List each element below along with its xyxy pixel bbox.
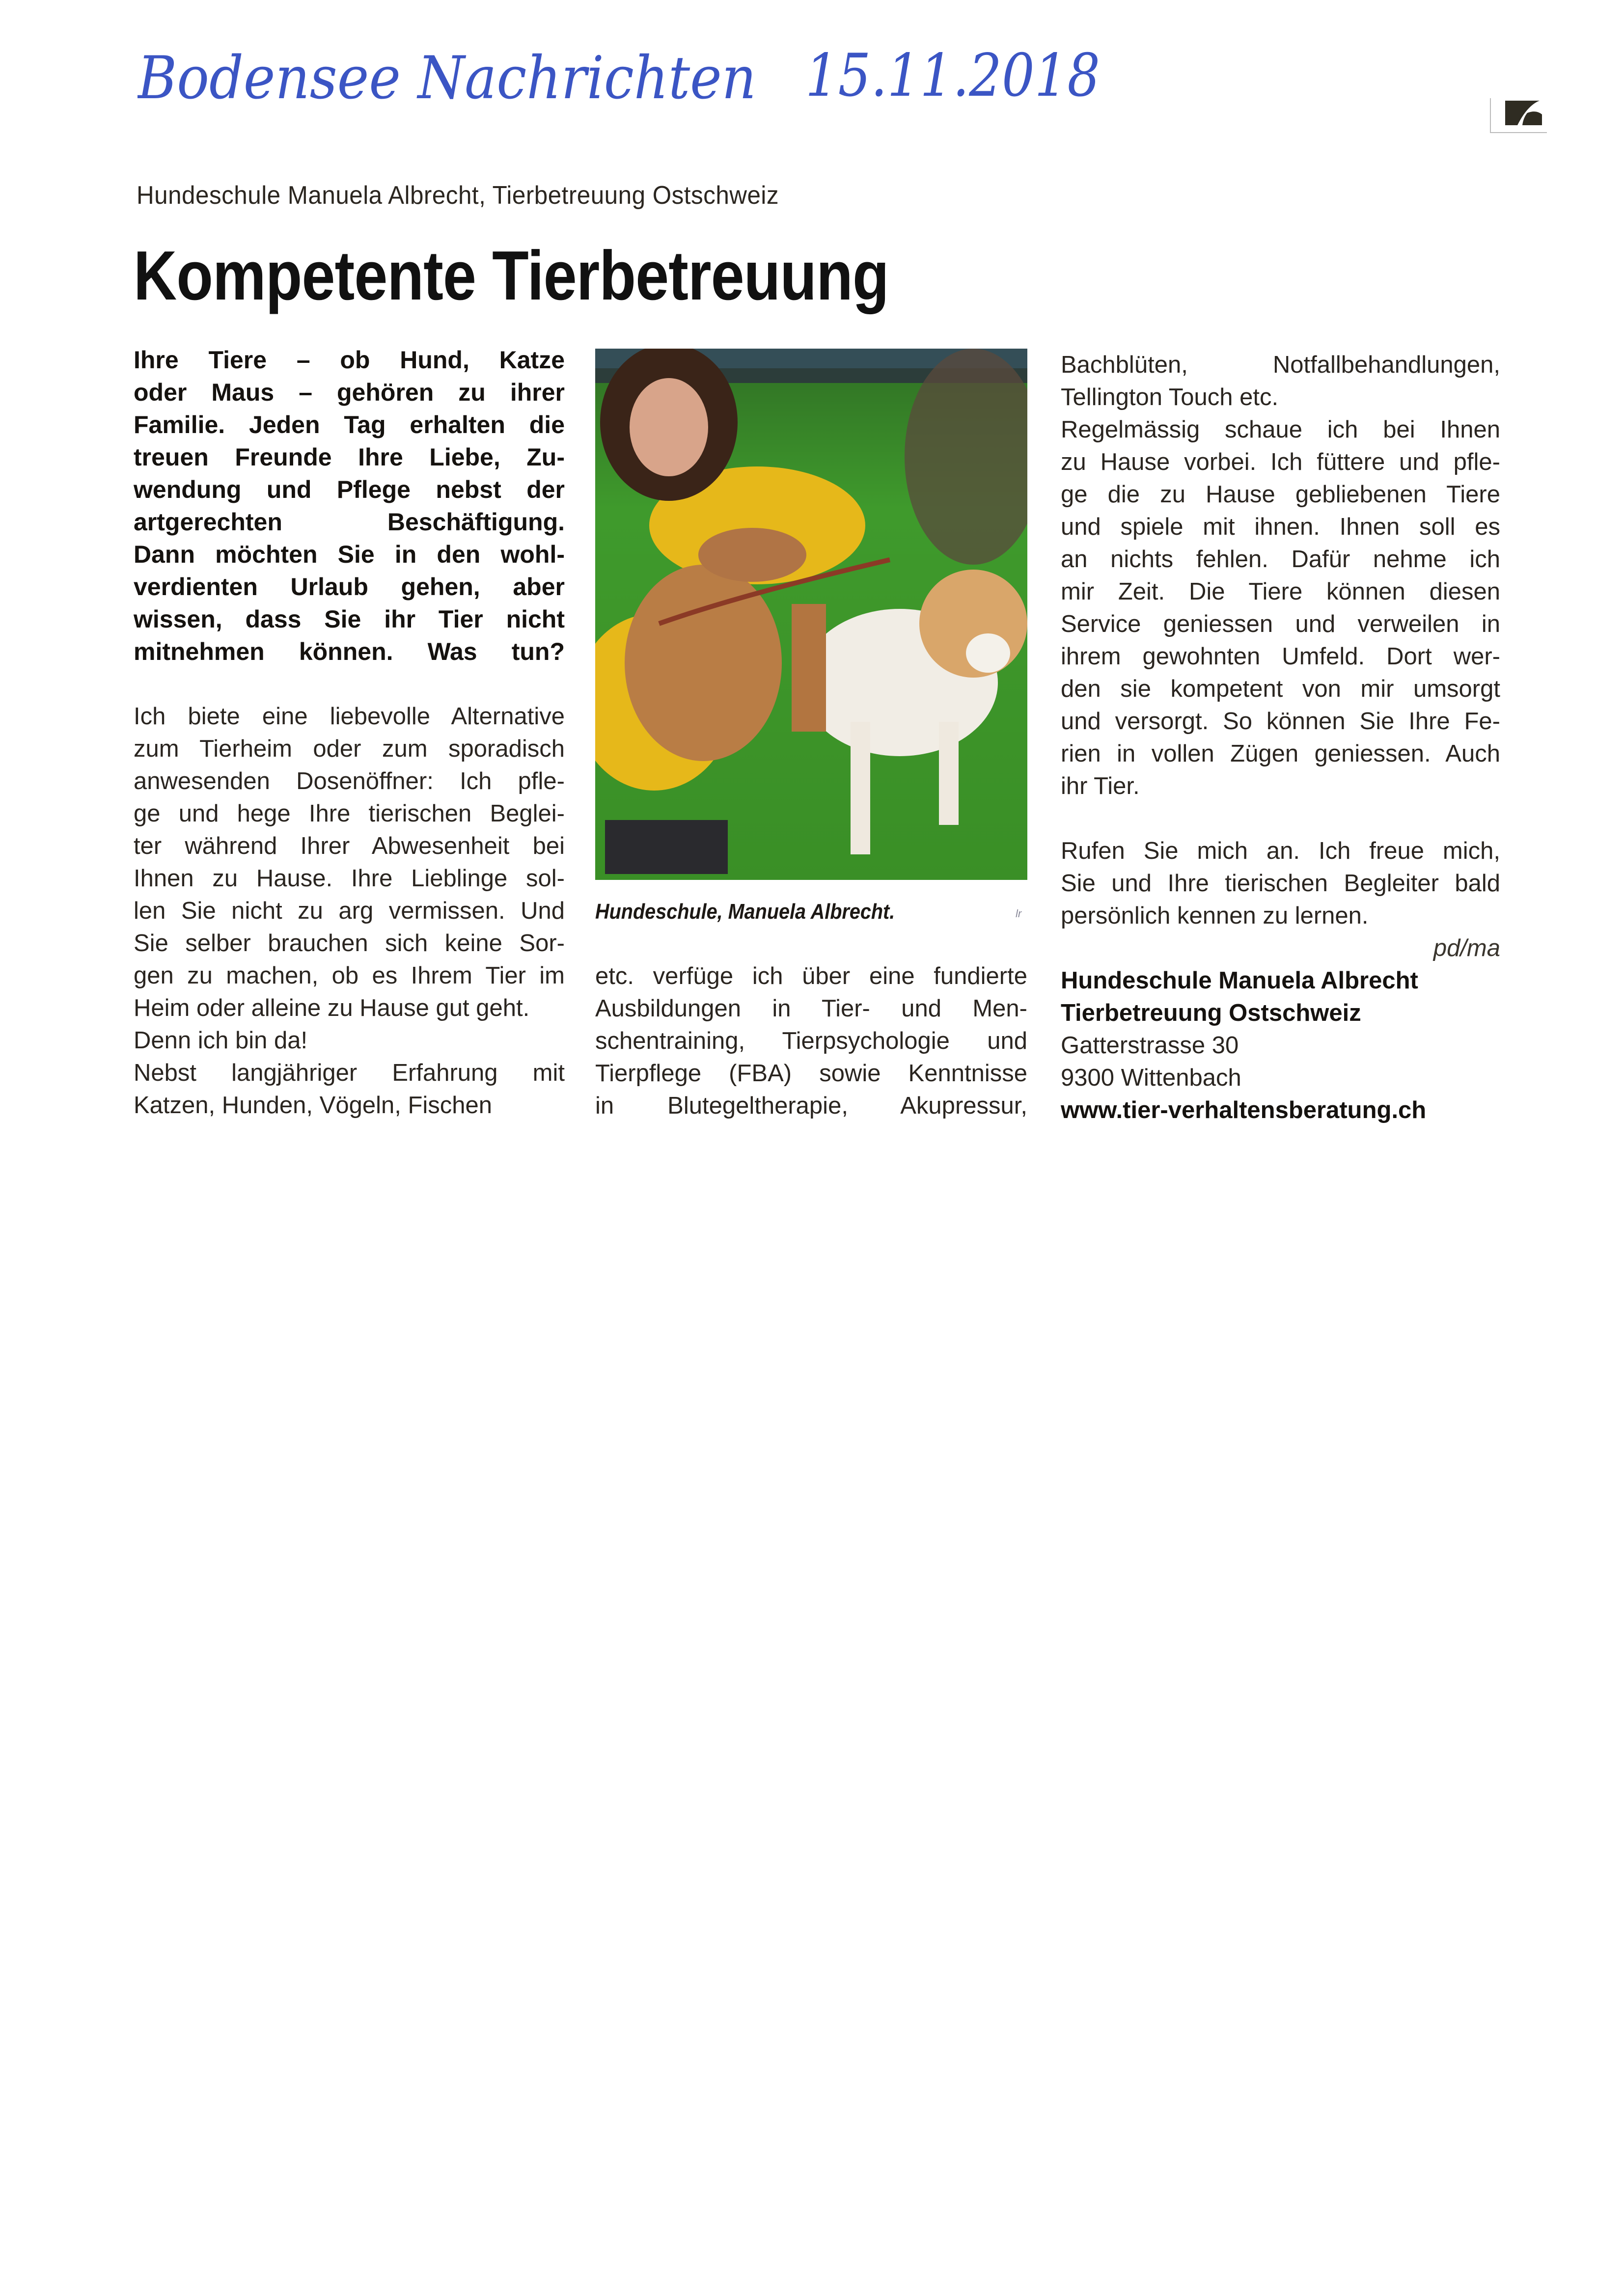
handwritten-source-note <box>138 39 1120 123</box>
text-line: Rufen Sie mich an. Ich freue mich, <box>1061 838 1500 864</box>
article-body-col1 <box>134 700 565 1121</box>
article-kicker: Hundeschule Manuela Albrecht, Tierbetreuung Ostschweiz <box>137 181 779 210</box>
article-photo <box>595 349 1027 880</box>
text-line: Ihre Tiere – ob Hund, Katze <box>134 346 565 374</box>
text-line: den sie kompetent von mir umsorgt <box>1061 676 1500 702</box>
text-line: ge und hege Ihre tierischen Beglei- <box>134 800 565 827</box>
text-line: Denn ich bin da! <box>134 1027 308 1054</box>
text-line: Sie und Ihre tierischen Begleiter bald <box>1061 870 1500 897</box>
photo-woman-with-dogs <box>595 349 1027 880</box>
text-line: Tierpflege (FBA) sowie Kenntnisse <box>595 1060 1027 1087</box>
text-line: ter während Ihrer Abwesenheit bei <box>134 833 565 859</box>
text-line: etc. verfüge ich über eine fundierte <box>595 963 1027 989</box>
text-line: Nebst langjähriger Erfahrung mit <box>134 1060 565 1086</box>
contact-street: Gatterstrasse 30 <box>1061 1032 1239 1059</box>
article-headline: Kompetente Tierbetreuung <box>134 237 889 315</box>
contact-website-link[interactable]: www.tier-verhaltensberatung.ch <box>1061 1097 1427 1123</box>
text-line: Dann möchten Sie in den wohl- <box>134 541 565 568</box>
text-line: oder Maus – gehören zu ihrer <box>134 379 565 406</box>
text-line: ihrem gewohnten Umfeld. Dort wer- <box>1061 643 1500 670</box>
text-line: an nichts fehlen. Dafür nehme ich <box>1061 546 1500 573</box>
text-line: zu Hause vorbei. Ich füttere und pfle- <box>1061 449 1500 475</box>
text-line: gen zu machen, ob es Ihrem Tier im <box>134 962 565 989</box>
handwritten-source: Bodensee Nachrichten <box>138 44 756 112</box>
text-line: Sie selber brauchen sich keine Sor- <box>134 930 565 957</box>
text-line: Regelmässig schaue ich bei Ihnen <box>1061 416 1500 443</box>
article-body-col3 <box>1061 349 1500 802</box>
text-line: wendung und Pflege nebst der <box>134 476 565 503</box>
text-line: persönlich kennen zu lernen. <box>1061 902 1369 929</box>
text-line: mitnehmen können. Was tun? <box>134 638 565 665</box>
text-line: verdienten Urlaub gehen, aber <box>134 573 565 601</box>
article-lead <box>134 344 565 668</box>
handwritten-date: 15.11.2018 <box>805 42 1100 110</box>
text-line: Tellington Touch etc. <box>1061 384 1279 410</box>
contact-city: 9300 Wittenbach <box>1061 1065 1241 1091</box>
text-line: Ausbildungen in Tier- und Men- <box>595 995 1027 1022</box>
text-line: artgerechten Beschäftigung. <box>134 508 565 536</box>
text-line: und spiele mit ihnen. Ihnen soll es <box>1061 514 1500 540</box>
article-body-col2 <box>595 960 1027 1122</box>
text-line: Familie. Jeden Tag erhalten die <box>134 411 565 438</box>
text-line: len Sie nicht zu arg vermissen. Und <box>134 898 565 924</box>
article-byline: pd/ma <box>1433 935 1500 961</box>
text-line: Ich biete eine liebevolle Alternative <box>134 703 565 730</box>
text-line: in Blutegeltherapie, Akupressur, <box>595 1093 1027 1119</box>
text-line: anwesenden Dosenöffner: Ich pfle- <box>134 768 565 794</box>
article-column-3 <box>1061 349 1500 1126</box>
publisher-logo-icon <box>1488 96 1552 142</box>
article-closing <box>1061 835 1500 932</box>
text-line: und versorgt. So können Sie Ihre Fe- <box>1061 708 1500 735</box>
text-line: Heim oder alleine zu Hause gut geht. <box>134 995 530 1021</box>
text-line: Bachblüten, Notfallbehandlungen, <box>1061 352 1500 378</box>
text-line: wissen, dass Sie ihr Tier nicht <box>134 605 565 633</box>
text-line: rien in vollen Zügen geniessen. Auch <box>1061 740 1500 767</box>
text-line: Katzen, Hunden, Vögeln, Fischen <box>134 1092 493 1119</box>
text-line: treuen Freunde Ihre Liebe, Zu- <box>134 443 565 471</box>
contact-company: Tierbetreuung Ostschweiz <box>1061 1000 1361 1026</box>
article-column-2 <box>595 960 1027 1122</box>
text-line: ihr Tier. <box>1061 773 1140 799</box>
article-column-1 <box>134 344 565 1121</box>
text-line: mir Zeit. Die Tiere können diesen <box>1061 578 1500 605</box>
text-line: ge die zu Hause gebliebenen Tiere <box>1061 481 1500 508</box>
photo-caption: Hundeschule, Manuela Albrecht. <box>595 900 895 924</box>
text-line: zum Tierheim oder zum sporadisch <box>134 736 565 762</box>
text-line: schentraining, Tierpsychologie und <box>595 1028 1027 1054</box>
contact-name: Hundeschule Manuela Albrecht <box>1061 967 1418 994</box>
text-line: Service geniessen und verweilen in <box>1061 611 1500 637</box>
photo-credit: lr <box>1016 907 1022 920</box>
text-line: Ihnen zu Hause. Ihre Lieblinge sol- <box>134 865 565 892</box>
